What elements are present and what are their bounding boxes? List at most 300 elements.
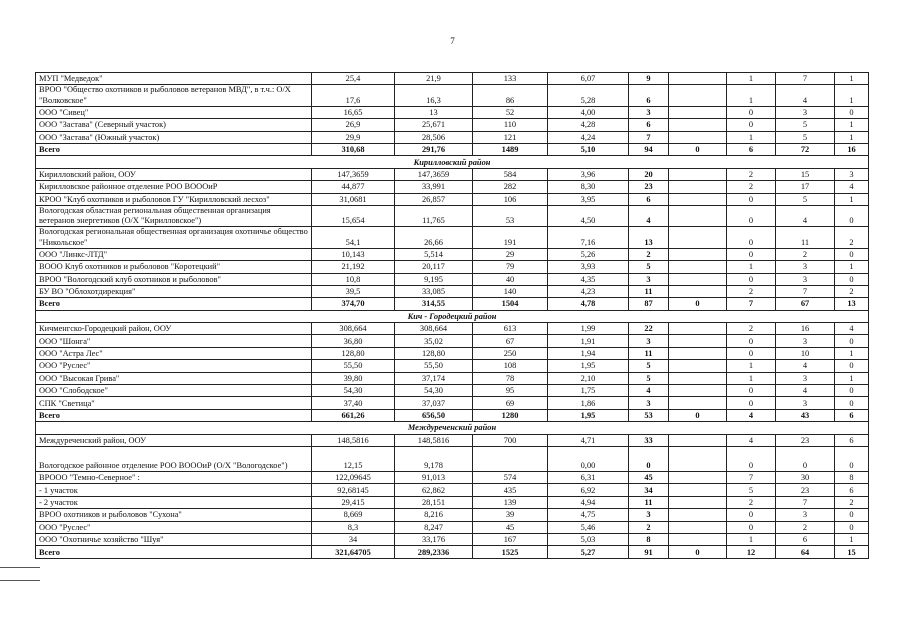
cell-value	[669, 131, 727, 143]
cell-value: 34	[312, 533, 395, 545]
cell-value: 2	[727, 285, 776, 297]
cell-value: 10,143	[312, 248, 395, 260]
cell-value: 15	[776, 168, 835, 180]
cell-value: 282	[473, 181, 548, 193]
cell-value: 4	[776, 205, 835, 226]
cell-value: 0	[776, 446, 835, 471]
cell-value: 0	[835, 385, 869, 397]
cell-value: 1280	[473, 409, 548, 421]
section-title: Кирилловский район	[36, 156, 869, 168]
cell-value	[669, 85, 727, 106]
cell-value: 148,5816	[312, 434, 395, 446]
cell-value: 3	[776, 335, 835, 347]
cell-value: 20	[629, 168, 669, 180]
table-row	[36, 521, 869, 533]
cell-value: 4,28	[548, 119, 629, 131]
cell-value: 2	[629, 521, 669, 533]
cell-value: 1	[727, 261, 776, 273]
cell-value: 37,037	[395, 397, 473, 409]
cell-value: 4,23	[548, 285, 629, 297]
row-label: Междуреченский район, ООУ	[36, 434, 312, 446]
cell-value	[669, 323, 727, 335]
cell-value: 0	[727, 397, 776, 409]
cell-value: 1,86	[548, 397, 629, 409]
cell-value: 5	[776, 131, 835, 143]
cell-value: 0	[727, 273, 776, 285]
table-row	[36, 261, 869, 273]
cell-value: 0	[727, 335, 776, 347]
cell-value: 106	[473, 193, 548, 205]
cell-value: 0	[669, 546, 727, 558]
cell-value: 1,95	[548, 360, 629, 372]
cell-value	[669, 385, 727, 397]
table-row	[36, 484, 869, 496]
cell-value: 6	[835, 434, 869, 446]
row-label: Вологодское районное отделение РОО ВОООиР (О/Х "Вологодское")	[36, 446, 312, 471]
cell-value: 55,50	[312, 360, 395, 372]
cell-value: 3,95	[548, 193, 629, 205]
cell-value: 21,9	[395, 73, 473, 85]
cell-value: 584	[473, 168, 548, 180]
cell-value: 1	[727, 372, 776, 384]
cell-value: 6,07	[548, 73, 629, 85]
cell-value: 0	[629, 446, 669, 471]
cell-value: 31,0681	[312, 193, 395, 205]
cell-value: 3	[776, 261, 835, 273]
cell-value: 4	[835, 181, 869, 193]
cell-value: 0	[727, 193, 776, 205]
cell-value: 62,862	[395, 484, 473, 496]
table-row	[36, 73, 869, 85]
table-row	[36, 193, 869, 205]
cell-value: 3	[629, 106, 669, 118]
margin-line	[0, 567, 40, 568]
table-row	[36, 347, 869, 359]
cell-value: 36,80	[312, 335, 395, 347]
cell-value	[473, 446, 548, 471]
cell-value: 33	[629, 434, 669, 446]
cell-value: 167	[473, 533, 548, 545]
cell-value: 8,30	[548, 181, 629, 193]
cell-value: 5	[776, 193, 835, 205]
cell-value: 108	[473, 360, 548, 372]
cell-value: 86	[473, 85, 548, 106]
cell-value	[669, 372, 727, 384]
cell-value: 30	[776, 471, 835, 483]
cell-value: 3	[776, 106, 835, 118]
table-row	[36, 446, 869, 471]
cell-value: 147,3659	[312, 168, 395, 180]
cell-value: 8,3	[312, 521, 395, 533]
cell-value: 2	[835, 227, 869, 248]
cell-value: 1	[727, 73, 776, 85]
cell-value: 26,9	[312, 119, 395, 131]
cell-value: 0	[835, 446, 869, 471]
cell-value: 128,80	[395, 347, 473, 359]
cell-value	[669, 434, 727, 446]
cell-value: 0	[835, 335, 869, 347]
cell-value: 4,00	[548, 106, 629, 118]
cell-value: 1,94	[548, 347, 629, 359]
row-label: БУ ВО "Облохотдирекция"	[36, 285, 312, 297]
row-label: ВРОО охотников и рыболовов "Сухона"	[36, 509, 312, 521]
cell-value: 78	[473, 372, 548, 384]
cell-value	[669, 261, 727, 273]
cell-value: 3,93	[548, 261, 629, 273]
table-row	[36, 273, 869, 285]
cell-value: 8,669	[312, 509, 395, 521]
cell-value: 1,95	[548, 409, 629, 421]
cell-value: 0	[835, 106, 869, 118]
cell-value: 0	[835, 397, 869, 409]
cell-value: 5,46	[548, 521, 629, 533]
total-row	[36, 409, 869, 421]
cell-value: 1504	[473, 298, 548, 310]
row-label: МУП "Медведок"	[36, 73, 312, 85]
cell-value	[669, 181, 727, 193]
cell-value: 44,877	[312, 181, 395, 193]
cell-value	[669, 509, 727, 521]
row-label: ВРОО "Общество охотников и рыболовов ветеранов МВД", в т.ч.: О/Х "Волковское"	[36, 85, 312, 106]
cell-value: 39,5	[312, 285, 395, 297]
cell-value: 0	[835, 273, 869, 285]
cell-value: 291,76	[395, 143, 473, 155]
cell-value: 67	[776, 298, 835, 310]
cell-value: 4	[776, 85, 835, 106]
cell-value: 9	[629, 73, 669, 85]
cell-value: 23	[776, 484, 835, 496]
cell-value: 7	[776, 285, 835, 297]
row-label: ООО "Астра Лес"	[36, 347, 312, 359]
table-row	[36, 205, 869, 226]
cell-value: 34	[629, 484, 669, 496]
table-row	[36, 248, 869, 260]
cell-value: 64	[776, 546, 835, 558]
row-label: ООО "Линкс-ЛТД"	[36, 248, 312, 260]
table-row	[36, 285, 869, 297]
cell-value: 13	[835, 298, 869, 310]
row-label: Вологодская областная региональная общественная организация ветеранов энергетиков (О/Х "Кирилловское")	[36, 205, 312, 226]
cell-value: 128,80	[312, 347, 395, 359]
cell-value: 23	[776, 434, 835, 446]
cell-value: 3	[835, 168, 869, 180]
cell-value	[669, 347, 727, 359]
cell-value	[669, 533, 727, 545]
cell-value: 53	[629, 409, 669, 421]
table-row	[36, 385, 869, 397]
row-label: ООО "Застава" (Северный участок)	[36, 119, 312, 131]
cell-value: 0	[669, 409, 727, 421]
cell-value: 4	[727, 434, 776, 446]
cell-value: 33,991	[395, 181, 473, 193]
cell-value: 6	[835, 409, 869, 421]
cell-value: 4	[629, 385, 669, 397]
row-label: ООО "Сивец"	[36, 106, 312, 118]
cell-value: 5	[629, 372, 669, 384]
cell-value: 8	[629, 533, 669, 545]
cell-value: 25,671	[395, 119, 473, 131]
cell-value: 148,5816	[395, 434, 473, 446]
cell-value: 67	[473, 335, 548, 347]
cell-value: 79	[473, 261, 548, 273]
cell-value: 0	[727, 205, 776, 226]
row-label: ООО "Руслес"	[36, 521, 312, 533]
cell-value: 1,91	[548, 335, 629, 347]
cell-value: 4	[727, 409, 776, 421]
cell-value: 91	[629, 546, 669, 558]
cell-value: 0	[727, 106, 776, 118]
cell-value: 3	[629, 335, 669, 347]
cell-value: 2	[629, 248, 669, 260]
cell-value: 28,506	[395, 131, 473, 143]
row-label: ООО "Руслес"	[36, 360, 312, 372]
cell-value: 1	[835, 193, 869, 205]
cell-value: 17,6	[312, 85, 395, 106]
cell-value: 3	[629, 273, 669, 285]
cell-value: 37,40	[312, 397, 395, 409]
cell-value: 1	[835, 533, 869, 545]
cell-value: 0	[727, 248, 776, 260]
cell-value: 5,26	[548, 248, 629, 260]
cell-value	[669, 335, 727, 347]
cell-value: 1	[835, 73, 869, 85]
cell-value: 37,174	[395, 372, 473, 384]
cell-value	[669, 471, 727, 483]
cell-value: 25,4	[312, 73, 395, 85]
cell-value: 4,24	[548, 131, 629, 143]
cell-value: 574	[473, 471, 548, 483]
cell-value: 289,2336	[395, 546, 473, 558]
cell-value: 0	[727, 119, 776, 131]
cell-value: 5	[629, 360, 669, 372]
cell-value: 94	[629, 143, 669, 155]
cell-value: 2	[727, 168, 776, 180]
cell-value: 2	[727, 323, 776, 335]
cell-value	[669, 496, 727, 508]
cell-value: 33,176	[395, 533, 473, 545]
cell-value: 0	[669, 143, 727, 155]
cell-value: 39,80	[312, 372, 395, 384]
cell-value: 6,92	[548, 484, 629, 496]
cell-value: 5,10	[548, 143, 629, 155]
cell-value: 1489	[473, 143, 548, 155]
cell-value: 45	[629, 471, 669, 483]
cell-value: 8,247	[395, 521, 473, 533]
cell-value: 147,3659	[395, 168, 473, 180]
cell-value: 110	[473, 119, 548, 131]
row-label: ООО "Шонга"	[36, 335, 312, 347]
cell-value: 4,94	[548, 496, 629, 508]
cell-value: 4	[776, 360, 835, 372]
row-label: КРОО "Клуб охотников и рыболовов ГУ "Кирилловский лесхоз"	[36, 193, 312, 205]
cell-value: 5	[727, 484, 776, 496]
cell-value: 6	[776, 533, 835, 545]
cell-value: 140	[473, 285, 548, 297]
section-title: Междуреченский район	[36, 422, 869, 434]
cell-value: 11	[629, 496, 669, 508]
cell-value: 308,664	[395, 323, 473, 335]
cell-value: 16	[776, 323, 835, 335]
cell-value	[669, 119, 727, 131]
cell-value	[669, 521, 727, 533]
row-label: ООО "Высокая Грива"	[36, 372, 312, 384]
cell-value: 3	[776, 273, 835, 285]
cell-value: 2,10	[548, 372, 629, 384]
cell-value: 656,50	[395, 409, 473, 421]
total-row	[36, 298, 869, 310]
cell-value: 13	[395, 106, 473, 118]
cell-value: 1	[727, 131, 776, 143]
row-label: ООО "Слободское"	[36, 385, 312, 397]
cell-value: 0	[727, 385, 776, 397]
cell-value: 4,75	[548, 509, 629, 521]
cell-value: 4	[629, 205, 669, 226]
cell-value: 1	[727, 533, 776, 545]
cell-value: 3	[629, 397, 669, 409]
table-row	[36, 533, 869, 545]
row-label: - 2 участок	[36, 496, 312, 508]
table-row	[36, 106, 869, 118]
margin-line	[0, 580, 40, 581]
cell-value: 15	[835, 546, 869, 558]
cell-value: 43	[776, 409, 835, 421]
row-label: ВРОО "Вологодский клуб охотников и рыболовов"	[36, 273, 312, 285]
row-label: Всего	[36, 143, 312, 155]
cell-value: 435	[473, 484, 548, 496]
cell-value	[669, 360, 727, 372]
cell-value: 6	[835, 484, 869, 496]
cell-value: 250	[473, 347, 548, 359]
cell-value: 33,085	[395, 285, 473, 297]
cell-value: 5,514	[395, 248, 473, 260]
cell-value: 1525	[473, 546, 548, 558]
cell-value: 121	[473, 131, 548, 143]
cell-value	[669, 106, 727, 118]
cell-value: 16	[835, 143, 869, 155]
cell-value: 3	[629, 509, 669, 521]
cell-value: 7	[629, 131, 669, 143]
cell-value: 6	[727, 143, 776, 155]
cell-value	[669, 168, 727, 180]
cell-value: 7	[776, 496, 835, 508]
cell-value: 0	[835, 205, 869, 226]
cell-value	[669, 285, 727, 297]
row-label: Всего	[36, 298, 312, 310]
cell-value: 0	[727, 446, 776, 471]
cell-value: 374,70	[312, 298, 395, 310]
table-row	[36, 372, 869, 384]
cell-value: 4,35	[548, 273, 629, 285]
cell-value: 1	[835, 85, 869, 106]
cell-value: 2	[835, 496, 869, 508]
cell-value: 11,765	[395, 205, 473, 226]
cell-value	[669, 205, 727, 226]
cell-value: 6	[629, 193, 669, 205]
cell-value: 1,99	[548, 323, 629, 335]
cell-value: 40	[473, 273, 548, 285]
cell-value: 8,216	[395, 509, 473, 521]
cell-value: 1	[727, 360, 776, 372]
cell-value: 92,68145	[312, 484, 395, 496]
cell-value: 1	[835, 347, 869, 359]
cell-value: 4,78	[548, 298, 629, 310]
cell-value: 314,55	[395, 298, 473, 310]
cell-value: 661,26	[312, 409, 395, 421]
cell-value: 28,151	[395, 496, 473, 508]
cell-value: 4,50	[548, 205, 629, 226]
cell-value: 3	[776, 509, 835, 521]
cell-value	[669, 273, 727, 285]
section-header-row	[36, 422, 869, 434]
cell-value: 700	[473, 434, 548, 446]
cell-value: 11	[629, 347, 669, 359]
cell-value: 2	[776, 521, 835, 533]
cell-value	[669, 248, 727, 260]
cell-value: 53	[473, 205, 548, 226]
row-label: Кирилловское районное отделение РОО ВОООиР	[36, 181, 312, 193]
cell-value: 0	[727, 521, 776, 533]
table-row	[36, 397, 869, 409]
cell-value: 321,64705	[312, 546, 395, 558]
cell-value: 69	[473, 397, 548, 409]
cell-value: 5,28	[548, 85, 629, 106]
row-label: Всего	[36, 546, 312, 558]
table-row	[36, 181, 869, 193]
cell-value: 4	[776, 385, 835, 397]
cell-value: 26,857	[395, 193, 473, 205]
cell-value: 54,1	[312, 227, 395, 248]
cell-value: 29,415	[312, 496, 395, 508]
cell-value: 0	[835, 509, 869, 521]
cell-value	[669, 73, 727, 85]
cell-value: 5,03	[548, 533, 629, 545]
table-row	[36, 131, 869, 143]
cell-value: 139	[473, 496, 548, 508]
cell-value: 1	[727, 85, 776, 106]
cell-value: 10,8	[312, 273, 395, 285]
page-number: 7	[450, 36, 455, 46]
cell-value: 52	[473, 106, 548, 118]
cell-value: 87	[629, 298, 669, 310]
cell-value: 3	[776, 372, 835, 384]
cell-value: 7	[727, 471, 776, 483]
cell-value: 6	[629, 85, 669, 106]
cell-value: 7	[776, 73, 835, 85]
cell-value: 29	[473, 248, 548, 260]
cell-value: 6	[629, 119, 669, 131]
cell-value: 8	[835, 471, 869, 483]
row-label: СПК "Светица"	[36, 397, 312, 409]
cell-value	[669, 446, 727, 471]
cell-value: 11	[629, 285, 669, 297]
cell-value: 2	[727, 496, 776, 508]
cell-value: 7,16	[548, 227, 629, 248]
cell-value: 91,013	[395, 471, 473, 483]
table-row	[36, 496, 869, 508]
table-row	[36, 119, 869, 131]
total-row	[36, 143, 869, 155]
cell-value: 26,66	[395, 227, 473, 248]
row-label: Всего	[36, 409, 312, 421]
row-label: Вологодская региональная общественная организация охотничье общество "Никольское"	[36, 227, 312, 248]
cell-value: 12	[727, 546, 776, 558]
statistics-table	[35, 72, 869, 559]
cell-value: 16,3	[395, 85, 473, 106]
cell-value: 310,68	[312, 143, 395, 155]
cell-value: 4	[835, 323, 869, 335]
cell-value: 613	[473, 323, 548, 335]
row-label: ВРООО "Темно-Северное" :	[36, 471, 312, 483]
